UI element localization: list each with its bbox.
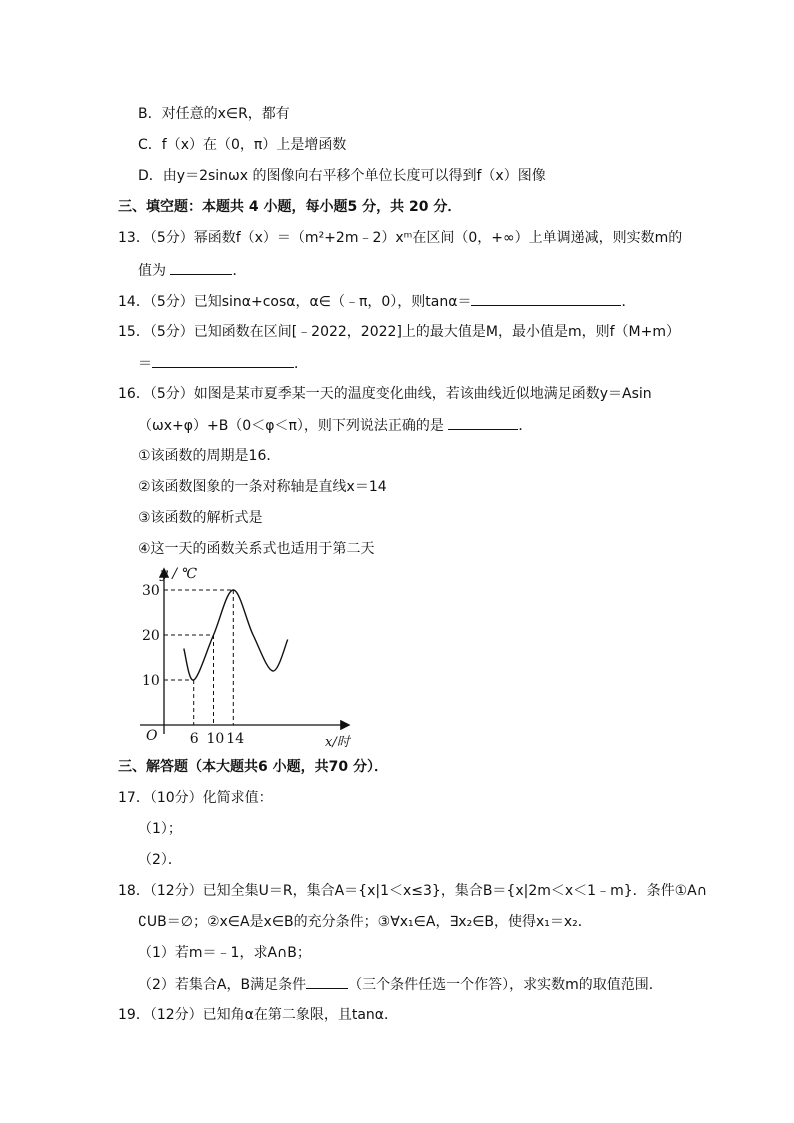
x-axis-label: x/时 [325, 735, 350, 750]
statement-4: ④这一天的函数关系式也适用于第二天 [138, 541, 375, 557]
question-19: 19．（12分）已知角α在第二象限，且tanα． [118, 1007, 399, 1023]
answer-blank [170, 260, 232, 275]
answer-blank [152, 353, 294, 368]
x-tick-label: 10 [206, 731, 225, 747]
question-16-cont: （ωx+φ）+B（0＜φ＜π），则下列说法正确的是 ． [138, 415, 532, 436]
x-tick-label: 14 [226, 731, 245, 747]
y-tick-label: 10 [142, 673, 160, 689]
question-18-part-1: （1）若m＝﹣1，求A∩B； [138, 945, 311, 961]
section-solve-heading: 三、解答题（本大题共6 小题，共70 分）． [118, 759, 388, 775]
answer-blank [471, 291, 621, 306]
question-13: 13．（5分）幂函数f（x）＝（m²+2m﹣2）xᵐ在区间（0，+∞）上单调递减，则实数m的 [118, 230, 683, 246]
answer-blank [306, 974, 348, 989]
section-fill-blank-heading: 三、填空题：本题共 4 小题，每小题5 分，共 20 分． [118, 199, 462, 215]
option-c: C．f（x）在（0，π）上是增函数 [138, 137, 347, 153]
y-tick-label: 30 [142, 583, 160, 599]
question-15: 15．（5分）已知函数在区间[﹣2022，2022]上的最大值是M，最小值是m，则f（M+m） [118, 324, 680, 340]
statement-2: ②该函数图象的一条对称轴是直线x＝14 [138, 479, 387, 495]
y-axis-label: y / ℃ [160, 566, 198, 582]
question-13-cont: 值为 ． [138, 260, 246, 281]
option-d: D．由y＝2sinωx 的图像向右平移个单位长度可以得到f（x）图像 [138, 168, 546, 184]
option-b: B．对任意的x∈R，都有 [138, 106, 290, 122]
answer-blank [448, 415, 518, 430]
question-18-part-2: （2）若集合A，B满足条件 （三个条件任选一个作答），求实数m的取值范围． [138, 974, 663, 995]
x-tick-label: 6 [189, 731, 199, 747]
y-tick-label: 20 [142, 628, 160, 644]
question-14: 14．（5分）已知sinα+cosα，α∈（﹣π，0），则tanα＝ ． [118, 291, 635, 312]
question-17: 17．（10分）化简求值： [118, 790, 273, 806]
statement-3: ③该函数的解析式是 [138, 510, 263, 526]
temperature-graph [130, 562, 390, 752]
question-17-part-1: （1）； [138, 821, 182, 837]
question-16: 16．（5分）如图是某市夏季某一天的温度变化曲线，若该曲线近似地满足函数y＝Asin [118, 386, 652, 402]
question-18-cont: ∁UB＝∅；②x∈A是x∈B的充分条件；③∀x₁∈A，∃x₂∈B，使得x₁＝x₂． [138, 914, 592, 930]
question-17-part-2: （2）． [138, 852, 182, 868]
question-18: 18．（12分）已知全集U＝R，集合A＝{x|1＜x≤3}，集合B＝{x|2m＜x＜1﹣m}．条件①A∩ [118, 883, 707, 899]
statement-1: ①该函数的周期是16． [138, 448, 281, 464]
origin-label: O [146, 728, 158, 744]
question-15-cont: ＝ ． [138, 353, 308, 374]
